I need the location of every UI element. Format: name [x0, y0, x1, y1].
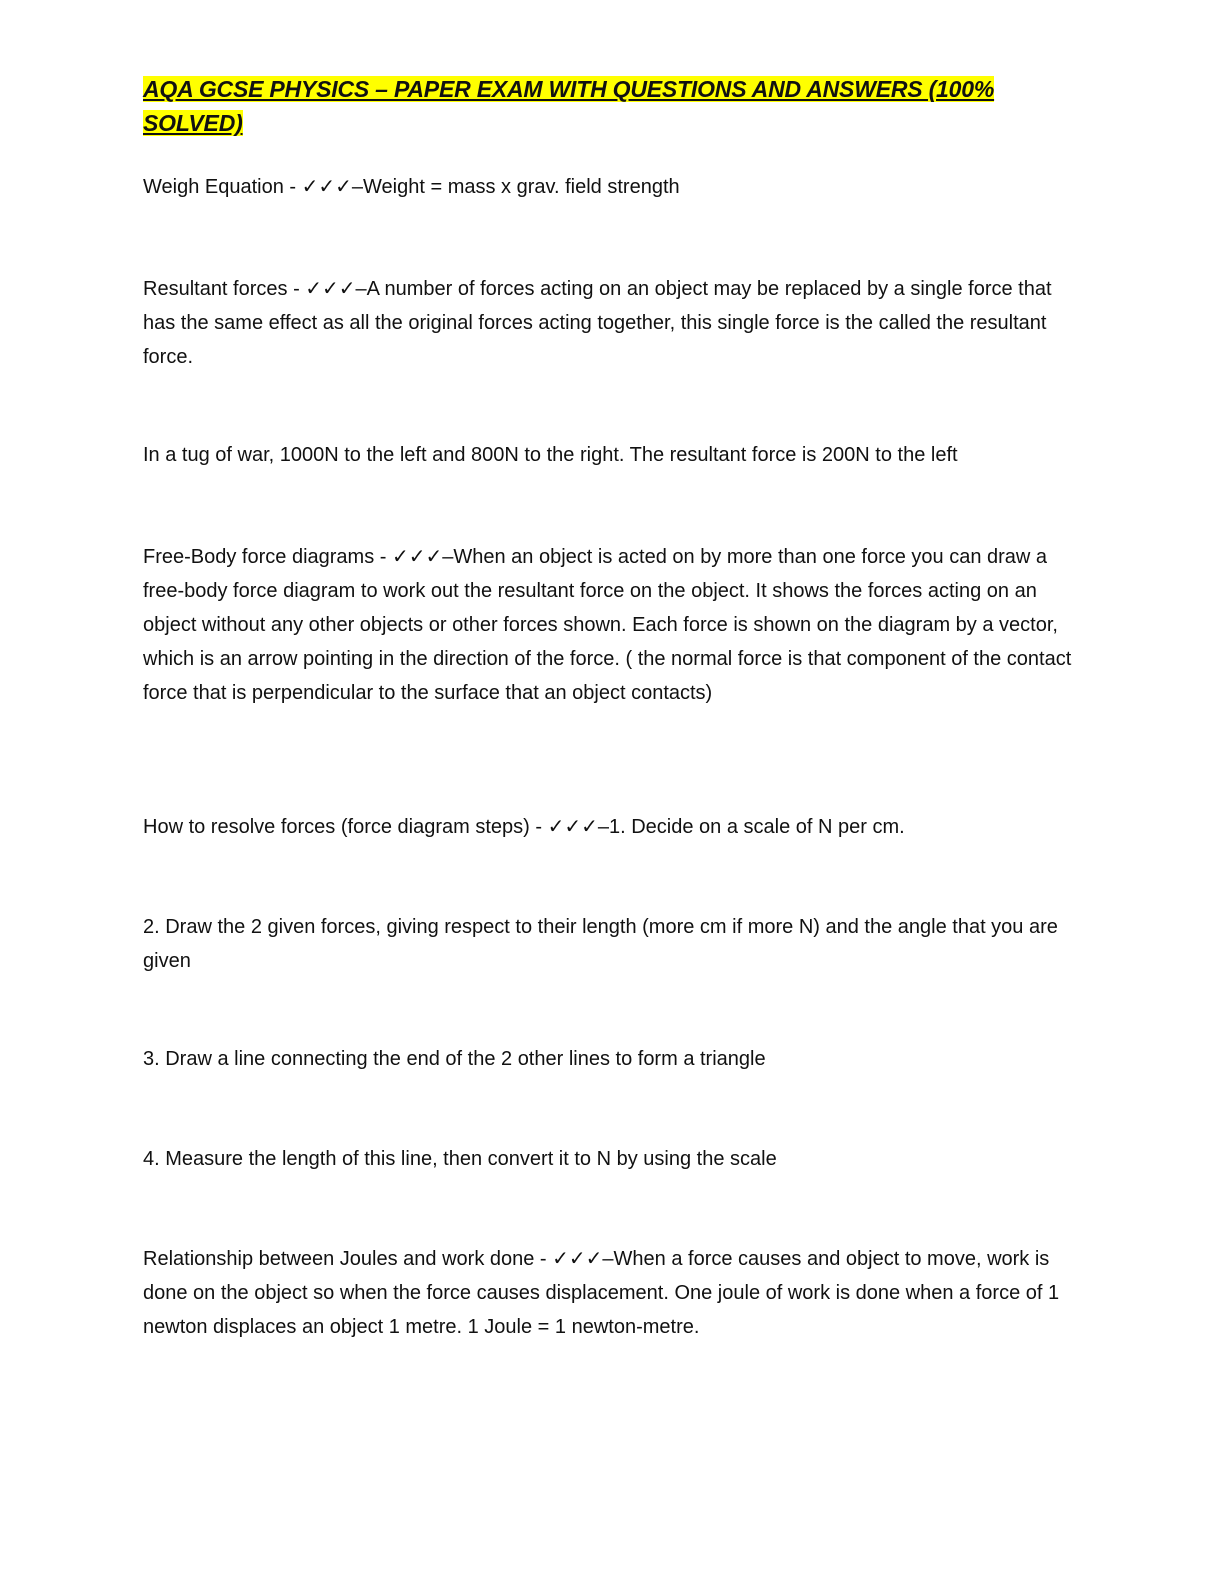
document-title	[143, 72, 1073, 140]
paragraph-free-body-diagrams: Free-Body force diagrams - ✓✓✓–When an object is acted on by more than one force you can draw a free-body force diagram to work out the resultant force on the object. It shows the forces acting on an object without any other objects or other forces shown. Each force is shown on the diagram by a vector, which is an arrow pointing in the direction of the force. ( the normal force is that component of the contact force that is perpendicular to the surface that an object contacts)	[143, 546, 1072, 704]
paragraph-resultant-forces: Resultant forces - ✓✓✓–A number of forces acting on an object may be replaced by a single force that has the same effect as all the original forces acting together, this single force is the called the resultant force.	[143, 278, 1052, 368]
paragraph-resolve-forces-step-3: 3. Draw a line connecting the end of the 2 other lines to form a triangle	[143, 1048, 766, 1070]
document-title-line-2: SOLVED)	[143, 110, 243, 136]
paragraph-tug-of-war: In a tug of war, 1000N to the left and 800N to the right. The resultant force is 200N to the left	[143, 444, 958, 466]
paragraph-joules-work-done: Relationship between Joules and work done - ✓✓✓–When a force causes and object to move, work is done on the object so when the force causes displacement. One joule of work is done when a force of 1 newton displaces an object 1 metre. 1 Joule = 1 newton-metre.	[143, 1248, 1060, 1338]
document-title-line-1: AQA GCSE PHYSICS – PAPER EXAM WITH QUESTIONS AND ANSWERS (100%	[143, 76, 995, 102]
paragraph-resolve-forces-step-4: 4. Measure the length of this line, then convert it to N by using the scale	[143, 1148, 777, 1170]
document-content	[143, 72, 1073, 1338]
paragraph-weight-equation: Weigh Equation - ✓✓✓–Weight = mass x grav. field strength	[143, 176, 680, 198]
paragraph-resolve-forces-step-2: 2. Draw the 2 given forces, giving respect to their length (more cm if more N) and the angle that you are given	[143, 916, 1058, 972]
paragraph-resolve-forces-step-1: How to resolve forces (force diagram steps) - ✓✓✓–1. Decide on a scale of N per cm.	[143, 816, 905, 838]
